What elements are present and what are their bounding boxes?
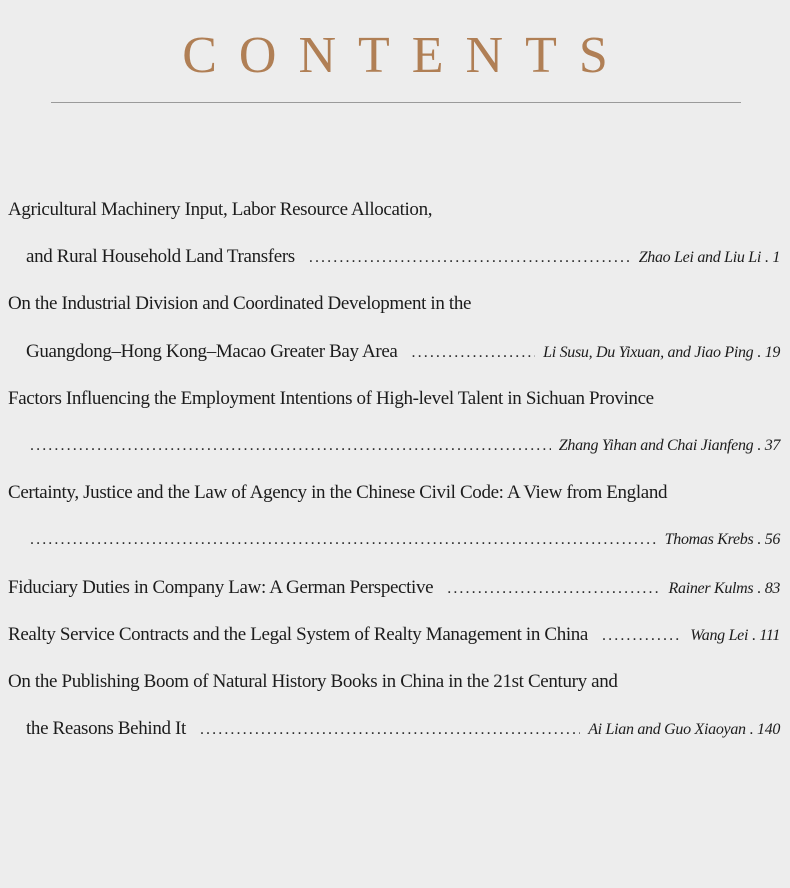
entry-page-number: . 19	[757, 329, 780, 376]
dot-leader	[412, 329, 536, 376]
dot-leader	[309, 234, 631, 281]
entry-title: and Rural Household Land Transfers	[26, 246, 295, 268]
entry-page-number: . 111	[752, 612, 780, 659]
entry-page-number: . 83	[757, 565, 780, 612]
toc-entry-7-line-2[interactable]	[0, 705, 790, 752]
dot-leader	[30, 516, 657, 563]
entry-page-number: . 56	[757, 516, 780, 563]
toc-entry-5[interactable]	[0, 564, 790, 611]
toc-entry-3-line-1[interactable]	[0, 375, 790, 422]
dot-leader	[200, 706, 580, 753]
entry-title: On the Publishing Boom of Natural History Books in China in the 21st Century and	[8, 670, 618, 692]
entry-page-number: . 1	[765, 234, 780, 281]
entry-title: Agricultural Machinery Input, Labor Resource Allocation,	[8, 199, 433, 220]
entry-authors: Thomas Krebs	[664, 531, 754, 549]
toc-entry-4-line-2[interactable]	[0, 516, 790, 563]
entry-authors: Wang Lei	[690, 626, 749, 644]
toc-entry-2-line-2[interactable]	[0, 328, 790, 375]
toc-entry-6[interactable]	[0, 611, 790, 658]
entry-title: On the Industrial Division and Coordinated Development in the	[8, 293, 472, 315]
entry-authors: Rainer Kulms	[668, 579, 754, 597]
entry-title: Fiduciary Duties in Company Law: A German Perspective	[8, 576, 434, 598]
entry-title: Realty Service Contracts and the Legal System of Realty Management in China	[8, 623, 589, 645]
entry-page-number: . 140	[750, 706, 780, 753]
entry-authors: Zhang Yihan and Chai Jianfeng	[558, 436, 754, 454]
entry-authors: Ai Lian and Guo Xiaoyan	[588, 721, 746, 739]
toc-entry-1-line-2[interactable]	[0, 233, 790, 280]
contents-list	[0, 186, 790, 752]
page-title: CONTENTS	[182, 27, 630, 84]
entry-page-number: . 37	[757, 422, 780, 469]
entry-title: Factors Influencing the Employment Intentions of High-level Talent in Sichuan Province	[8, 387, 654, 409]
toc-entry-3-line-2[interactable]	[0, 422, 790, 469]
toc-entry-2-line-1[interactable]	[0, 280, 790, 327]
title-divider	[51, 102, 741, 103]
dot-leader	[30, 422, 551, 469]
entry-authors: Li Susu, Du Yixuan, and Jiao Ping	[543, 343, 754, 361]
toc-entry-1-line-1[interactable]	[0, 186, 790, 233]
toc-entry-7-line-1[interactable]	[0, 658, 790, 705]
dot-leader	[602, 612, 682, 659]
entry-authors: Zhao Lei and Liu Li	[638, 249, 762, 267]
entry-title: Guangdong–Hong Kong–Macao Greater Bay Area	[26, 340, 398, 362]
toc-entry-4-line-1[interactable]	[0, 469, 790, 516]
entry-title: the Reasons Behind It	[26, 718, 186, 740]
dot-leader	[447, 565, 660, 612]
entry-title: Certainty, Justice and the Law of Agency in the Chinese Civil Code: A View from England	[8, 482, 668, 504]
